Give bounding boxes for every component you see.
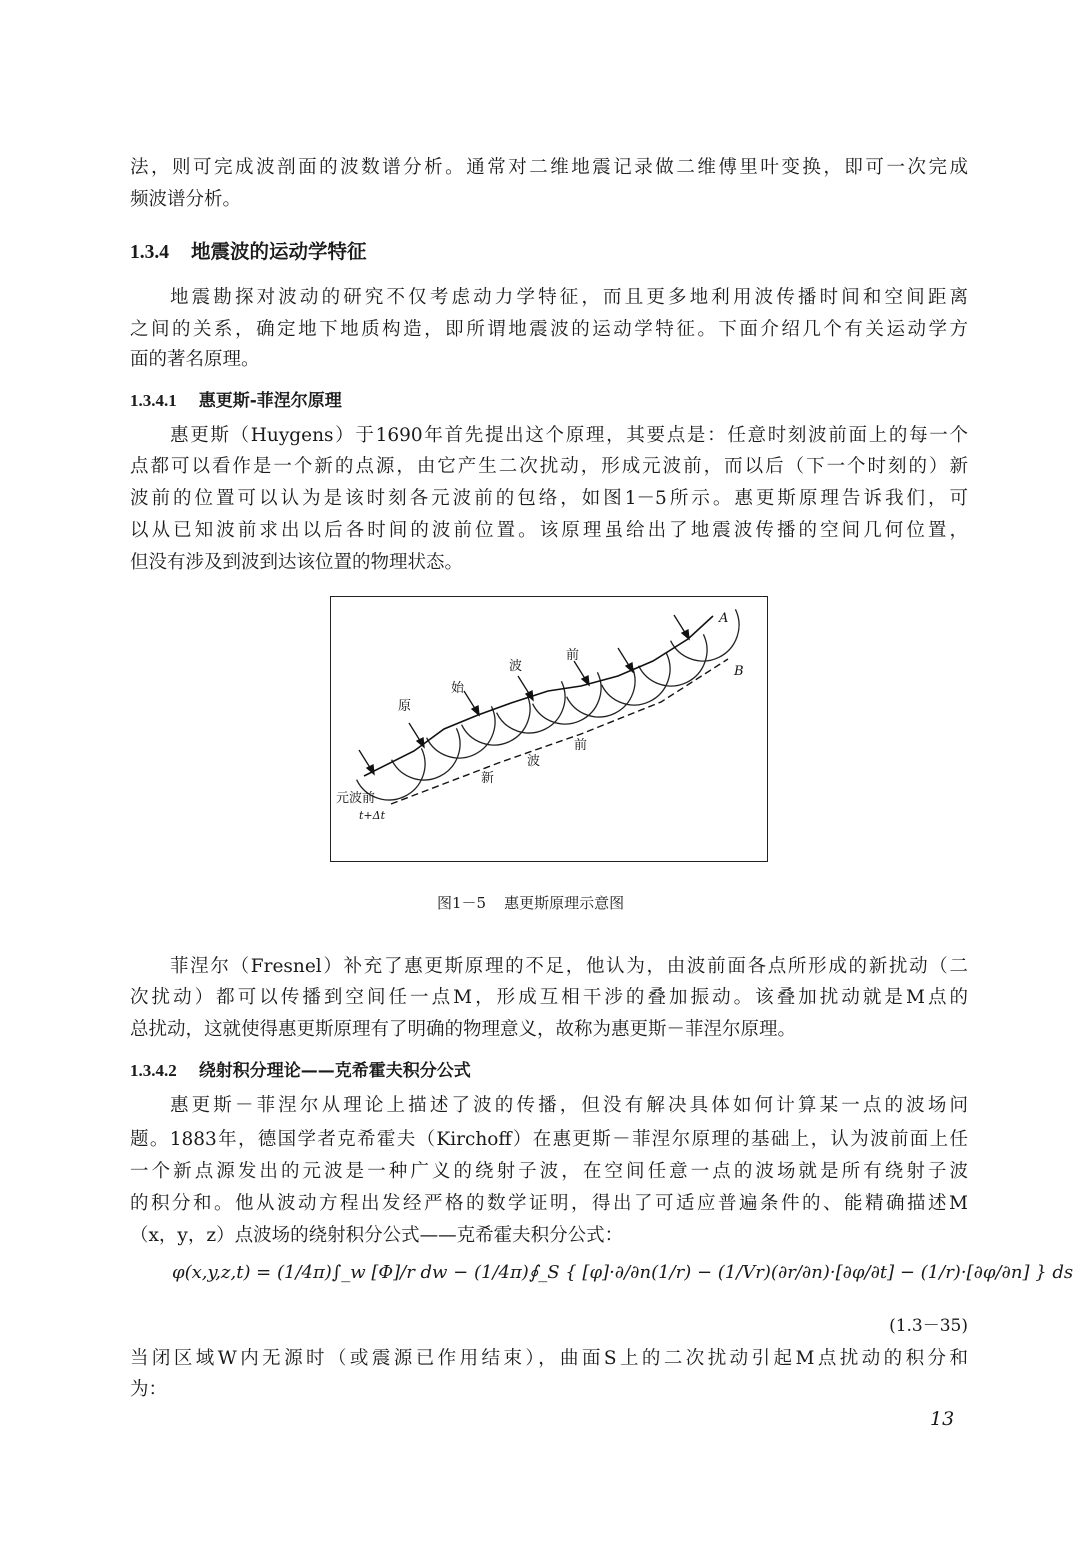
text-line: 惠更斯（Huygens）于1690年首先提出这个原理，其要点是：任意时刻波前面上的每一个 (170, 425, 968, 446)
text-line: 波前的位置可以认为是该时刻各元波前的包络，如图1－5所示。惠更斯原理告诉我们，可 (130, 488, 968, 509)
label-orig-4: 前 (566, 648, 580, 663)
text-line: 但没有涉及到波到达该位置的物理状态。 (130, 552, 464, 573)
label-element-wavefront: 元波前 (336, 791, 376, 806)
label-orig-2: 始 (451, 681, 465, 696)
subsection-heading (130, 386, 342, 411)
text-line: 以从已知波前求出以后各时间的波前位置。该原理虽给出了地震波传播的空间几何位置， (130, 520, 968, 541)
figure-caption (437, 892, 624, 913)
label-new-3: 前 (574, 738, 588, 753)
huygens-diagram (331, 597, 769, 863)
text-line: 当闭区域W内无源时（或震源已作用结束），曲面S上的二次扰动引起M点扰动的积分和 (130, 1348, 968, 1369)
text-line: 的积分和。他从波动方程出发经严格的数学证明，得出了可适应普遍条件的、能精确描述M (130, 1193, 968, 1214)
label-time: t+Δt (359, 809, 386, 822)
label-orig-1: 原 (398, 699, 412, 714)
kirchhoff-formula: φ(x,y,z,t) = (1/4π)∫_w [Φ]/r dw − (1/4π)∮_S { [φ]·∂/∂n(1/r) − (1/Vr)(∂r/∂n)·[∂φ/∂t] − (1/r)·[∂φ/∂n] } ds (172, 1262, 1074, 1283)
text-line: 惠更斯－菲涅尔从理论上描述了波的传播，但没有解决具体如何计算某一点的波场问 (170, 1095, 968, 1116)
text-line: （x，y，z）点波场的绕射积分公式——克希霍夫积分公式： (130, 1225, 624, 1246)
text-line: 面的著名原理。 (130, 349, 260, 370)
section-title: 地震波的运动学特征 (191, 240, 367, 263)
element-wavefront-arc (462, 693, 530, 745)
equation-number: (1.3－35) (889, 1316, 968, 1336)
label-a: A (719, 611, 729, 626)
subsection-title: 惠更斯-菲涅尔原理 (198, 391, 342, 411)
text-line: 点都可以看作是一个新的点源，由它产生二次扰动，形成元波前，而以后（下一个时刻的）新 (130, 456, 968, 477)
subsection-number: 1.3.4.1 (130, 391, 177, 410)
text-line: 一个新点源发出的元波是一种广义的绕射子波，在空间任意一点的波场就是所有绕射子波 (130, 1161, 968, 1182)
element-wavefront-arc (671, 609, 739, 661)
text-line: 题。1883年，德国学者克希霍夫（Kirchoff）在惠更斯－菲涅尔原理的基础上，认为波前面上任 (130, 1129, 968, 1150)
label-new-2: 波 (527, 754, 541, 769)
text-line: 频波谱分析。 (130, 189, 242, 210)
label-new-1: 新 (481, 771, 495, 786)
arrowhead-icon (526, 691, 533, 700)
label-orig-3: 波 (509, 659, 523, 674)
text-line: 菲涅尔（Fresnel）补充了惠更斯原理的不足，他认为，由波前面各点所形成的新扰动（二 (170, 956, 968, 977)
label-b: B (734, 664, 744, 679)
subsection-title: 绕射积分理论——克希霍夫积分公式 (198, 1061, 471, 1081)
arrowhead-icon (472, 706, 479, 715)
text-line: 总扰动，这就使得惠更斯原理有了明确的物理意义，故称为惠更斯－菲涅尔原理。 (130, 1019, 797, 1040)
arrowhead-icon (582, 676, 589, 685)
text-line: 为： (130, 1379, 168, 1400)
element-wavefront-arc (427, 706, 495, 758)
original-wavefront (364, 616, 713, 776)
figure-caption-text: 惠更斯原理示意图 (504, 894, 625, 912)
huygens-figure (330, 596, 768, 862)
element-wavefront-arc (392, 728, 460, 780)
text-line: 之间的关系，确定地下地质构造，即所谓地震波的运动学特征。下面介绍几个有关运动学方 (130, 319, 968, 340)
section-heading (130, 236, 367, 264)
subsection-heading (130, 1056, 471, 1081)
page-number: 13 (930, 1408, 955, 1430)
arrowhead-icon (682, 630, 689, 639)
element-wavefront-arc (497, 681, 565, 733)
section-number: 1.3.4 (130, 242, 169, 263)
element-wavefront-arc (602, 653, 670, 705)
text-line: 次扰动）都可以传播到空间任一点M，形成互相干涉的叠加振动。该叠加扰动就是M点的 (130, 987, 968, 1008)
figure-number: 图1－5 (437, 894, 487, 912)
text-line: 地震勘探对波动的研究不仅考虑动力学特征，而且更多地利用波传播时间和空间距离 (170, 287, 968, 308)
subsection-number: 1.3.4.2 (130, 1061, 177, 1080)
text-line: 法，则可完成波剖面的波数谱分析。通常对二维地震记录做二维傅里叶变换，即可一次完成 (130, 157, 968, 178)
